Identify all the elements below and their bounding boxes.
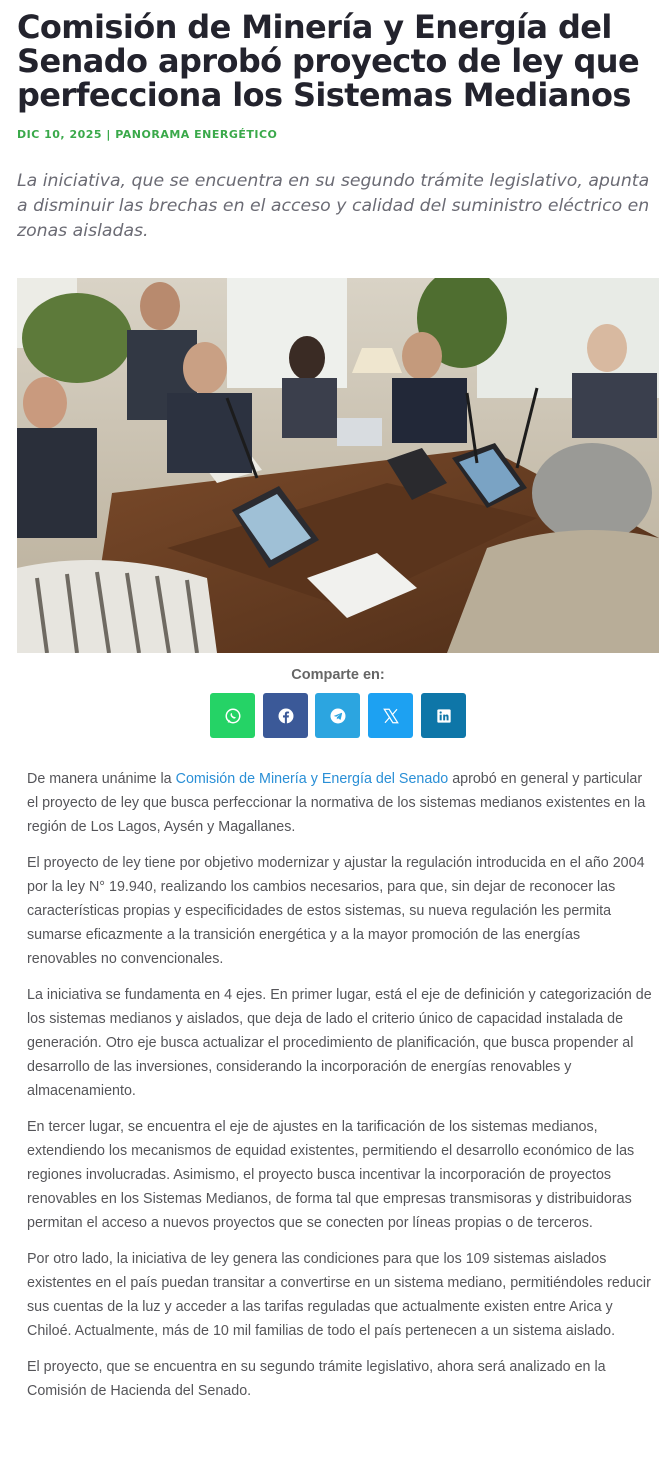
whatsapp-icon — [224, 707, 242, 725]
telegram-icon — [329, 707, 347, 725]
paragraph-4: En tercer lugar, se encuentra el eje de ajustes en la tarificación de los sistemas medianos, extendiendo los mecanismos de equidad existentes, permitiendo el desarrollo económico de las regiones involucradas. Asimismo, el proyecto busca incentivar la incorporación de proyectos renovables en los Sistemas Medianos, de forma tal que empresas transmisoras y distribuidoras permitan el acceso a nuevos proyectos que se conecten por líneas propias o de terceros. — [27, 1119, 635, 1231]
article-body — [27, 767, 652, 1415]
paragraph-3: La iniciativa se fundamenta en 4 ejes. En primer lugar, está el eje de definición y categorización de los sistemas medianos y aislados, que deja de lado el criterio único de capacidad instalada de generación. Otro eje busca actualizar el procedimiento de planificación, que busca propender al desarrollo de las inversiones, considerando la incorporación de energías renovables y almacenamiento. — [27, 987, 652, 1099]
paragraph-2: El proyecto de ley tiene por objetivo modernizar y ajustar la regulación introducida en el año 2004 por la ley N° 19.940, realizando los cambios necesarios, para que, sin dejar de reconocer las características propias y especificidades de estos sistemas, su nueva regulación les permita sumarse eficazmente a la transición energética y a la mayor promoción de las energías renovables no convencionales. — [27, 855, 645, 967]
linkedin-share-button[interactable] — [421, 693, 466, 738]
senate-commission-link[interactable]: Comisión de Minería y Energía del Senado — [175, 771, 449, 787]
article-photo — [17, 278, 659, 653]
article-title: Comisión de Minería y Energía del Senado aprobó proyecto de ley que perfecciona los Sistemas Medianos — [17, 8, 640, 114]
share-label: Comparte en: — [291, 667, 385, 683]
facebook-icon — [277, 707, 295, 725]
paragraph-6: El proyecto, que se encuentra en su segundo trámite legislativo, ahora será analizado en la Comisión de Hacienda del Senado. — [27, 1359, 606, 1399]
telegram-share-button[interactable] — [315, 693, 360, 738]
paragraph-1: De manera unánime la Comisión de Minería y Energía del Senado aprobó en general y particular el proyecto de ley que busca perfeccionar la normativa de los sistemas medianos existentes en la región de Los Lagos, Aysén y Magallanes. — [27, 771, 646, 835]
linkedin-icon — [436, 708, 452, 724]
article-meta: DIC 10, 2025 | PANORAMA ENERGÉTICO — [17, 128, 278, 141]
x-icon — [382, 707, 400, 725]
article-lede: La iniciativa, que se encuentra en su segundo trámite legislativo, apunta a disminuir las brechas en el acceso y calidad del suministro eléctrico en zonas aisladas. — [17, 171, 650, 241]
whatsapp-share-button[interactable] — [210, 693, 255, 738]
paragraph-5: Por otro lado, la iniciativa de ley genera las condiciones para que los 109 sistemas aislados existentes en el país puedan transitar a convertirse en un sistema mediano, permitiéndoles reducir sus cuentas de la luz y acceder a las tarifas reguladas que actualmente existen entre Arica y Chiloé. Actualmente, más de 10 mil familias de todo el país pertenecen a un sistema aislado. — [27, 1251, 651, 1339]
facebook-share-button[interactable] — [263, 693, 308, 738]
x-share-button[interactable] — [368, 693, 413, 738]
